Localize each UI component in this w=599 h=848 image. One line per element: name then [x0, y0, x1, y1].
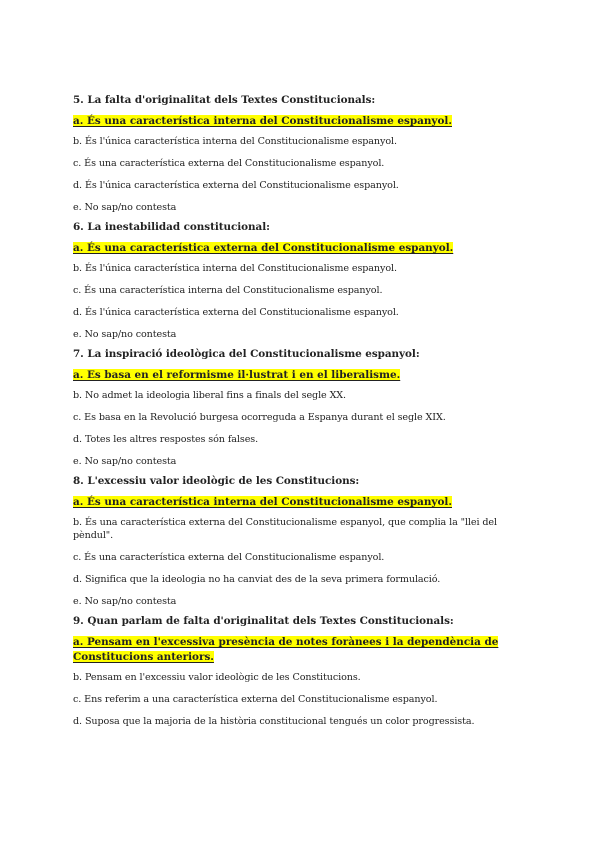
- highlighted-answer: a. És una característica interna del Constitucionalisme espanyol.: [73, 115, 452, 127]
- question-9-option-b: b. Pensam en l'excessiu valor ideològic de les Constitucions.: [73, 672, 361, 683]
- question-7-option-c: c. Es basa en la Revolució burgesa ocorreguda a Espanya durant el segle XIX.: [73, 412, 446, 423]
- question-6: [73, 219, 533, 341]
- question-7-correct-answer: [73, 368, 533, 383]
- highlighted-answer: a. És una característica externa del Constitucionalisme espanyol.: [73, 242, 454, 254]
- question-6-option-b: b. És l'única característica interna del Constitucionalisme espanyol.: [73, 263, 397, 274]
- question-6-option-c: c. És una característica interna del Constitucionalisme espanyol.: [73, 285, 383, 296]
- question-8-title: 8. L'excessiu valor ideològic de les Constitucions:: [73, 475, 360, 487]
- question-9-title: 9. Quan parlam de falta d'originalitat dels Textes Constitucionals:: [73, 615, 454, 627]
- question-7-option-d: d. Totes les altres respostes són falses.: [73, 434, 259, 445]
- question-5-option-d: d. És l'única característica externa del Constitucionalisme espanyol.: [73, 180, 399, 191]
- question-6-correct-answer: [73, 241, 533, 256]
- question-5-option-e: e. No sap/no contesta: [73, 202, 177, 213]
- question-8-option-e: e. No sap/no contesta: [73, 596, 177, 607]
- question-8-option-d: d. Significa que la ideologia no ha canviat des de la seva primera formulació.: [73, 574, 441, 585]
- highlighted-answer: a. Es basa en el reformisme il·lustrat i en el liberalisme.: [73, 369, 401, 381]
- question-8-option-b: b. És una característica externa del Constitucionalisme espanyol, que complia la "llei del pèndul".: [73, 517, 497, 541]
- question-6-title: 6. La inestabilidad constitucional:: [73, 221, 270, 233]
- question-7: [73, 346, 533, 468]
- question-7-option-b: b. No admet la ideologia liberal fins a finals del segle XX.: [73, 390, 346, 401]
- question-8: [73, 473, 533, 608]
- question-7-option-e: e. No sap/no contesta: [73, 456, 177, 467]
- question-5-title: 5. La falta d'originalitat dels Textes Constitucionals:: [73, 94, 376, 106]
- question-9-option-c: c. Ens referim a una característica externa del Constitucionalisme espanyol.: [73, 694, 438, 705]
- question-8-correct-answer: [73, 495, 533, 510]
- question-9-correct-answer: [73, 635, 533, 665]
- document-page: [73, 92, 533, 737]
- question-6-option-d: d. És l'única característica externa del Constitucionalisme espanyol.: [73, 307, 399, 318]
- question-5-correct-answer: [73, 114, 533, 129]
- question-9: [73, 613, 533, 728]
- question-5-option-b: b. És l'única característica interna del Constitucionalisme espanyol.: [73, 136, 397, 147]
- highlighted-answer: a. Pensam en l'excessiva presència de notes forànees i la dependència de Constitucions anteriors.: [73, 636, 499, 663]
- question-5: [73, 92, 533, 214]
- question-8-option-c: c. És una característica externa del Constitucionalisme espanyol.: [73, 552, 385, 563]
- question-7-title: 7. La inspiració ideològica del Constitucionalisme espanyol:: [73, 348, 420, 360]
- question-9-option-d: d. Suposa que la majoria de la història constitucional tengués un color progressista.: [73, 716, 475, 727]
- question-6-option-e: e. No sap/no contesta: [73, 329, 177, 340]
- question-5-option-c: c. És una característica externa del Constitucionalisme espanyol.: [73, 158, 385, 169]
- highlighted-answer: a. És una característica interna del Constitucionalisme espanyol.: [73, 496, 452, 508]
